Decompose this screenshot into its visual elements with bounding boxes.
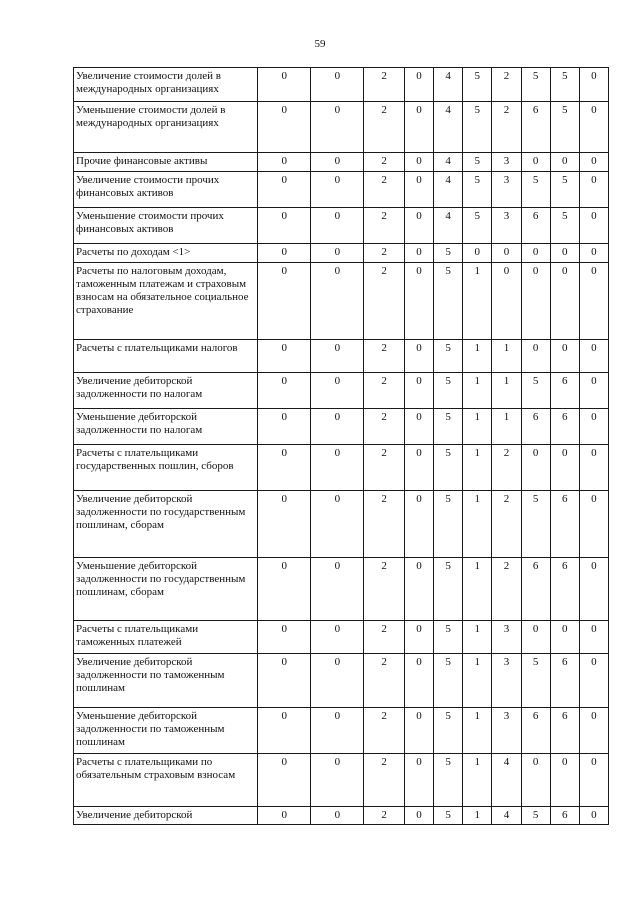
code-digit-cell: 2 xyxy=(364,373,405,409)
table-row xyxy=(74,263,609,340)
code-digit-cell: 5 xyxy=(550,208,579,244)
code-digit-cell: 0 xyxy=(579,445,608,491)
table-row xyxy=(74,409,609,445)
code-digit-cell: 0 xyxy=(521,754,550,807)
code-digit-cell: 2 xyxy=(364,172,405,208)
code-digit-cell: 6 xyxy=(521,102,550,153)
code-digit-cell: 0 xyxy=(404,340,433,373)
code-digit-cell: 0 xyxy=(258,244,311,263)
code-digit-cell: 0 xyxy=(258,68,311,102)
code-digit-cell: 2 xyxy=(492,445,521,491)
code-digit-cell: 2 xyxy=(364,558,405,621)
code-digit-cell: 0 xyxy=(258,445,311,491)
code-digit-cell: 0 xyxy=(258,409,311,445)
code-digit-cell: 5 xyxy=(463,68,492,102)
code-digit-cell: 4 xyxy=(492,754,521,807)
code-digit-cell: 0 xyxy=(404,409,433,445)
code-digit-cell: 0 xyxy=(404,445,433,491)
code-digit-cell: 0 xyxy=(579,153,608,172)
code-digit-cell: 0 xyxy=(311,621,364,654)
code-digit-cell: 6 xyxy=(521,708,550,754)
code-digit-cell: 0 xyxy=(311,491,364,558)
code-digit-cell: 0 xyxy=(258,373,311,409)
code-digit-cell: 5 xyxy=(434,807,463,825)
code-digit-cell: 0 xyxy=(311,409,364,445)
code-digit-cell: 5 xyxy=(463,172,492,208)
table-row xyxy=(74,68,609,102)
code-digit-cell: 6 xyxy=(550,654,579,708)
code-digit-cell: 5 xyxy=(434,621,463,654)
row-name-cell: Расчеты с плательщиками государственных пошлин, сборов xyxy=(74,445,258,491)
code-digit-cell: 0 xyxy=(579,172,608,208)
code-digit-cell: 0 xyxy=(311,340,364,373)
code-digit-cell: 0 xyxy=(404,263,433,340)
code-digit-cell: 0 xyxy=(258,340,311,373)
code-digit-cell: 0 xyxy=(579,68,608,102)
code-digit-cell: 2 xyxy=(364,621,405,654)
code-digit-cell: 0 xyxy=(550,244,579,263)
code-digit-cell: 0 xyxy=(579,708,608,754)
page-number: 59 xyxy=(314,38,326,50)
code-digit-cell: 1 xyxy=(463,754,492,807)
code-digit-cell: 0 xyxy=(521,153,550,172)
code-digit-cell: 3 xyxy=(492,208,521,244)
code-digit-cell: 5 xyxy=(463,102,492,153)
code-digit-cell: 4 xyxy=(492,807,521,825)
code-digit-cell: 0 xyxy=(311,558,364,621)
code-digit-cell: 0 xyxy=(311,172,364,208)
table-row xyxy=(74,807,609,825)
code-digit-cell: 0 xyxy=(311,263,364,340)
code-digit-cell: 0 xyxy=(404,807,433,825)
code-digit-cell: 6 xyxy=(521,208,550,244)
code-digit-cell: 5 xyxy=(521,807,550,825)
code-digit-cell: 2 xyxy=(364,340,405,373)
code-digit-cell: 0 xyxy=(258,263,311,340)
table-row xyxy=(74,244,609,263)
code-digit-cell: 4 xyxy=(434,208,463,244)
code-digit-cell: 1 xyxy=(463,409,492,445)
code-digit-cell: 2 xyxy=(364,654,405,708)
code-digit-cell: 0 xyxy=(258,754,311,807)
code-digit-cell: 5 xyxy=(434,263,463,340)
code-digit-cell: 2 xyxy=(364,754,405,807)
table-row xyxy=(74,754,609,807)
row-name-cell: Уменьшение дебиторской задолженности по налогам xyxy=(74,409,258,445)
code-digit-cell: 0 xyxy=(579,102,608,153)
code-digit-cell: 0 xyxy=(311,708,364,754)
code-digit-cell: 5 xyxy=(521,654,550,708)
row-name-cell: Прочие финансовые активы xyxy=(74,153,258,172)
code-digit-cell: 0 xyxy=(404,491,433,558)
code-digit-cell: 2 xyxy=(364,102,405,153)
code-digit-cell: 0 xyxy=(404,754,433,807)
row-name-cell: Увеличение дебиторской задолженности по налогам xyxy=(74,373,258,409)
code-digit-cell: 1 xyxy=(463,445,492,491)
code-digit-cell: 0 xyxy=(404,373,433,409)
code-digit-cell: 0 xyxy=(311,807,364,825)
code-digit-cell: 5 xyxy=(521,172,550,208)
row-name-cell: Увеличение стоимости долей в международных организациях xyxy=(74,68,258,102)
code-digit-cell: 2 xyxy=(364,153,405,172)
code-digit-cell: 1 xyxy=(463,491,492,558)
code-digit-cell: 2 xyxy=(492,491,521,558)
code-digit-cell: 0 xyxy=(311,208,364,244)
code-digit-cell: 0 xyxy=(311,373,364,409)
code-digit-cell: 0 xyxy=(311,654,364,708)
code-digit-cell: 5 xyxy=(434,373,463,409)
code-digit-cell: 5 xyxy=(550,68,579,102)
code-digit-cell: 0 xyxy=(404,708,433,754)
code-digit-cell: 0 xyxy=(550,754,579,807)
code-digit-cell: 0 xyxy=(579,754,608,807)
code-digit-cell: 0 xyxy=(579,621,608,654)
row-name-cell: Увеличение дебиторской xyxy=(74,807,258,825)
code-digit-cell: 5 xyxy=(463,153,492,172)
code-digit-cell: 1 xyxy=(492,373,521,409)
code-digit-cell: 0 xyxy=(258,708,311,754)
code-digit-cell: 6 xyxy=(550,807,579,825)
code-digit-cell: 0 xyxy=(404,208,433,244)
code-digit-cell: 3 xyxy=(492,621,521,654)
code-digit-cell: 0 xyxy=(550,263,579,340)
code-digit-cell: 5 xyxy=(521,491,550,558)
table-row xyxy=(74,373,609,409)
code-digit-cell: 6 xyxy=(550,558,579,621)
code-digit-cell: 0 xyxy=(492,244,521,263)
row-name-cell: Увеличение дебиторской задолженности по государственным пошлинам, сборам xyxy=(74,491,258,558)
row-name-cell: Уменьшение стоимости долей в международных организациях xyxy=(74,102,258,153)
code-digit-cell: 0 xyxy=(521,340,550,373)
code-digit-cell: 0 xyxy=(579,409,608,445)
code-digit-cell: 2 xyxy=(364,263,405,340)
code-digit-cell: 2 xyxy=(364,244,405,263)
code-digit-cell: 0 xyxy=(404,153,433,172)
code-digit-cell: 1 xyxy=(463,263,492,340)
table-row xyxy=(74,208,609,244)
code-digit-cell: 0 xyxy=(404,244,433,263)
code-digit-cell: 6 xyxy=(550,491,579,558)
table-row xyxy=(74,172,609,208)
code-digit-cell: 0 xyxy=(404,654,433,708)
table-row xyxy=(74,340,609,373)
code-digit-cell: 0 xyxy=(258,558,311,621)
code-digit-cell: 6 xyxy=(550,409,579,445)
code-digit-cell: 1 xyxy=(463,558,492,621)
code-digit-cell: 0 xyxy=(311,153,364,172)
code-digit-cell: 5 xyxy=(434,340,463,373)
code-digit-cell: 2 xyxy=(492,68,521,102)
code-digit-cell: 0 xyxy=(258,102,311,153)
code-digit-cell: 0 xyxy=(258,621,311,654)
code-digit-cell: 0 xyxy=(258,153,311,172)
code-digit-cell: 0 xyxy=(258,654,311,708)
code-digit-cell: 0 xyxy=(258,491,311,558)
code-digit-cell: 0 xyxy=(579,263,608,340)
table-row xyxy=(74,654,609,708)
code-digit-cell: 0 xyxy=(311,68,364,102)
code-digit-cell: 5 xyxy=(434,409,463,445)
code-digit-cell: 0 xyxy=(579,558,608,621)
code-digit-cell: 0 xyxy=(404,68,433,102)
code-digit-cell: 0 xyxy=(258,807,311,825)
code-digit-cell: 0 xyxy=(404,621,433,654)
code-digit-cell: 2 xyxy=(364,68,405,102)
code-digit-cell: 0 xyxy=(521,621,550,654)
row-name-cell: Уменьшение дебиторской задолженности по таможенным пошлинам xyxy=(74,708,258,754)
code-digit-cell: 0 xyxy=(311,102,364,153)
code-digit-cell: 2 xyxy=(492,102,521,153)
code-digit-cell: 0 xyxy=(463,244,492,263)
code-digit-cell: 0 xyxy=(550,445,579,491)
code-digit-cell: 2 xyxy=(364,491,405,558)
code-digit-cell: 3 xyxy=(492,172,521,208)
table-row xyxy=(74,445,609,491)
code-digit-cell: 5 xyxy=(434,708,463,754)
code-digit-cell: 5 xyxy=(434,754,463,807)
code-digit-cell: 5 xyxy=(434,445,463,491)
code-digit-cell: 1 xyxy=(492,340,521,373)
code-digit-cell: 2 xyxy=(364,409,405,445)
code-digit-cell: 2 xyxy=(364,208,405,244)
table-row xyxy=(74,102,609,153)
code-digit-cell: 0 xyxy=(311,244,364,263)
code-digit-cell: 4 xyxy=(434,102,463,153)
row-name-cell: Расчеты по налоговым доходам, таможенным платежам и страховым взносам на обязательное социальное страхование xyxy=(74,263,258,340)
code-digit-cell: 0 xyxy=(521,244,550,263)
code-digit-cell: 0 xyxy=(579,244,608,263)
code-digit-cell: 0 xyxy=(521,263,550,340)
account-codes-table xyxy=(73,67,609,825)
code-digit-cell: 0 xyxy=(404,172,433,208)
code-digit-cell: 0 xyxy=(492,263,521,340)
code-digit-cell: 1 xyxy=(463,654,492,708)
code-digit-cell: 0 xyxy=(579,491,608,558)
code-digit-cell: 1 xyxy=(463,708,492,754)
table-row xyxy=(74,708,609,754)
code-digit-cell: 0 xyxy=(550,153,579,172)
code-digit-cell: 5 xyxy=(463,208,492,244)
code-digit-cell: 3 xyxy=(492,654,521,708)
code-digit-cell: 1 xyxy=(463,340,492,373)
code-digit-cell: 2 xyxy=(364,807,405,825)
code-digit-cell: 5 xyxy=(434,244,463,263)
table-body xyxy=(74,68,609,825)
code-digit-cell: 0 xyxy=(579,807,608,825)
row-name-cell: Увеличение дебиторской задолженности по таможенным пошлинам xyxy=(74,654,258,708)
code-digit-cell: 0 xyxy=(579,654,608,708)
row-name-cell: Расчеты с плательщиками таможенных платежей xyxy=(74,621,258,654)
code-digit-cell: 2 xyxy=(364,708,405,754)
code-digit-cell: 6 xyxy=(521,409,550,445)
table-row xyxy=(74,491,609,558)
code-digit-cell: 6 xyxy=(521,558,550,621)
code-digit-cell: 4 xyxy=(434,153,463,172)
code-digit-cell: 0 xyxy=(404,558,433,621)
row-name-cell: Уменьшение стоимости прочих финансовых активов xyxy=(74,208,258,244)
code-digit-cell: 3 xyxy=(492,708,521,754)
code-digit-cell: 0 xyxy=(258,172,311,208)
code-digit-cell: 0 xyxy=(550,340,579,373)
code-digit-cell: 0 xyxy=(404,102,433,153)
table-row xyxy=(74,153,609,172)
code-digit-cell: 5 xyxy=(434,491,463,558)
code-digit-cell: 2 xyxy=(492,558,521,621)
code-digit-cell: 4 xyxy=(434,68,463,102)
code-digit-cell: 0 xyxy=(579,340,608,373)
code-digit-cell: 6 xyxy=(550,708,579,754)
code-digit-cell: 4 xyxy=(434,172,463,208)
code-digit-cell: 5 xyxy=(521,68,550,102)
table-row xyxy=(74,558,609,621)
code-digit-cell: 0 xyxy=(579,208,608,244)
code-digit-cell: 5 xyxy=(521,373,550,409)
row-name-cell: Расчеты по доходам <1> xyxy=(74,244,258,263)
code-digit-cell: 3 xyxy=(492,153,521,172)
code-digit-cell: 5 xyxy=(434,558,463,621)
code-digit-cell: 0 xyxy=(311,754,364,807)
code-digit-cell: 0 xyxy=(311,445,364,491)
code-digit-cell: 1 xyxy=(492,409,521,445)
row-name-cell: Уменьшение дебиторской задолженности по государственным пошлинам, сборам xyxy=(74,558,258,621)
code-digit-cell: 0 xyxy=(579,373,608,409)
code-digit-cell: 2 xyxy=(364,445,405,491)
code-digit-cell: 5 xyxy=(550,102,579,153)
row-name-cell: Увеличение стоимости прочих финансовых активов xyxy=(74,172,258,208)
code-digit-cell: 5 xyxy=(550,172,579,208)
code-digit-cell: 1 xyxy=(463,373,492,409)
row-name-cell: Расчеты с плательщиками по обязательным страховым взносам xyxy=(74,754,258,807)
table-row xyxy=(74,621,609,654)
code-digit-cell: 0 xyxy=(258,208,311,244)
row-name-cell: Расчеты с плательщиками налогов xyxy=(74,340,258,373)
code-digit-cell: 0 xyxy=(521,445,550,491)
code-digit-cell: 6 xyxy=(550,373,579,409)
code-digit-cell: 5 xyxy=(434,654,463,708)
code-digit-cell: 1 xyxy=(463,621,492,654)
code-digit-cell: 0 xyxy=(550,621,579,654)
code-digit-cell: 1 xyxy=(463,807,492,825)
